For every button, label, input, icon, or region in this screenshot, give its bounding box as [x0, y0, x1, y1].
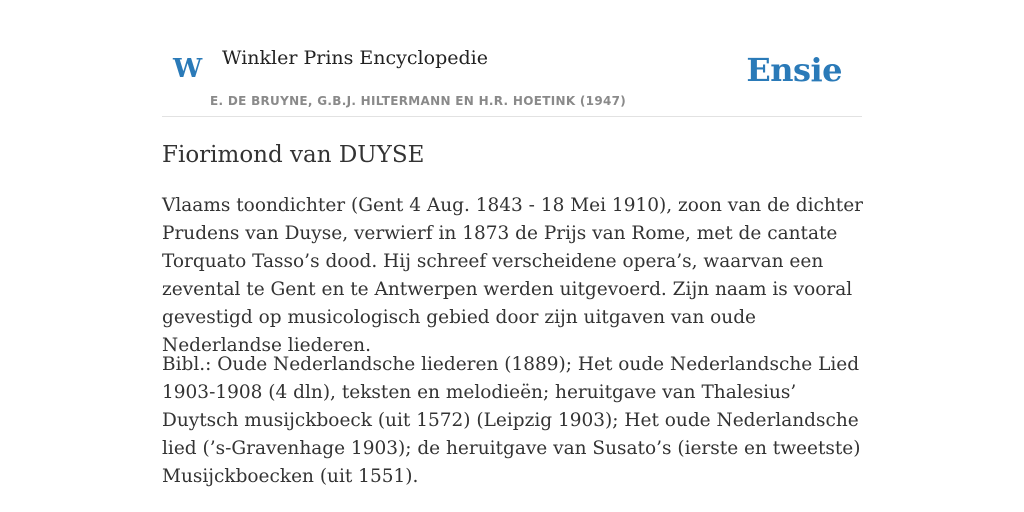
- bibliography-paragraph: Bibl.: Oude Nederlandsche liederen (1889); Het oude Nederlandsche Lied 1903-1908 (4 dln), teksten en melodieën; heruitgave van Thalesius’ Duytsch musijckboeck (uit 1572) (Leipzig 1903); Het oude Nederlandsche lied (’s-Gravenhage 1903); de heruitgave van Susato’s (ierste en tweetste) Musijckboecken (uit 1551).: [162, 354, 861, 487]
- source-title-link[interactable]: Winkler Prins Encyclopedie: [222, 47, 488, 69]
- source-logo-icon[interactable]: W: [173, 54, 203, 84]
- article-paragraph: Vlaams toondichter (Gent 4 Aug. 1843 - 18 Mei 1910), zoon van de dichter Prudens van Duyse, verwierf in 1873 de Prijs van Rome, met de cantate Torquato Tasso’s dood. Hij schreef verscheidene opera’s, waarvan een zevental te Gent en te Antwerpen werden uitgevoerd. Zijn naam is vooral gevestigd op musicologisch gebied door zijn uitgaven van oude Nederlandse liederen.: [162, 195, 864, 356]
- ensie-logo[interactable]: Ensie: [746, 51, 842, 89]
- article-title: Fiorimond van DUYSE: [162, 142, 425, 168]
- article-page: [162, 0, 862, 512]
- source-header: [162, 0, 862, 117]
- source-authors: E. DE BRUYNE, G.B.J. HILTERMANN EN H.R. HOETINK (1947): [210, 94, 627, 108]
